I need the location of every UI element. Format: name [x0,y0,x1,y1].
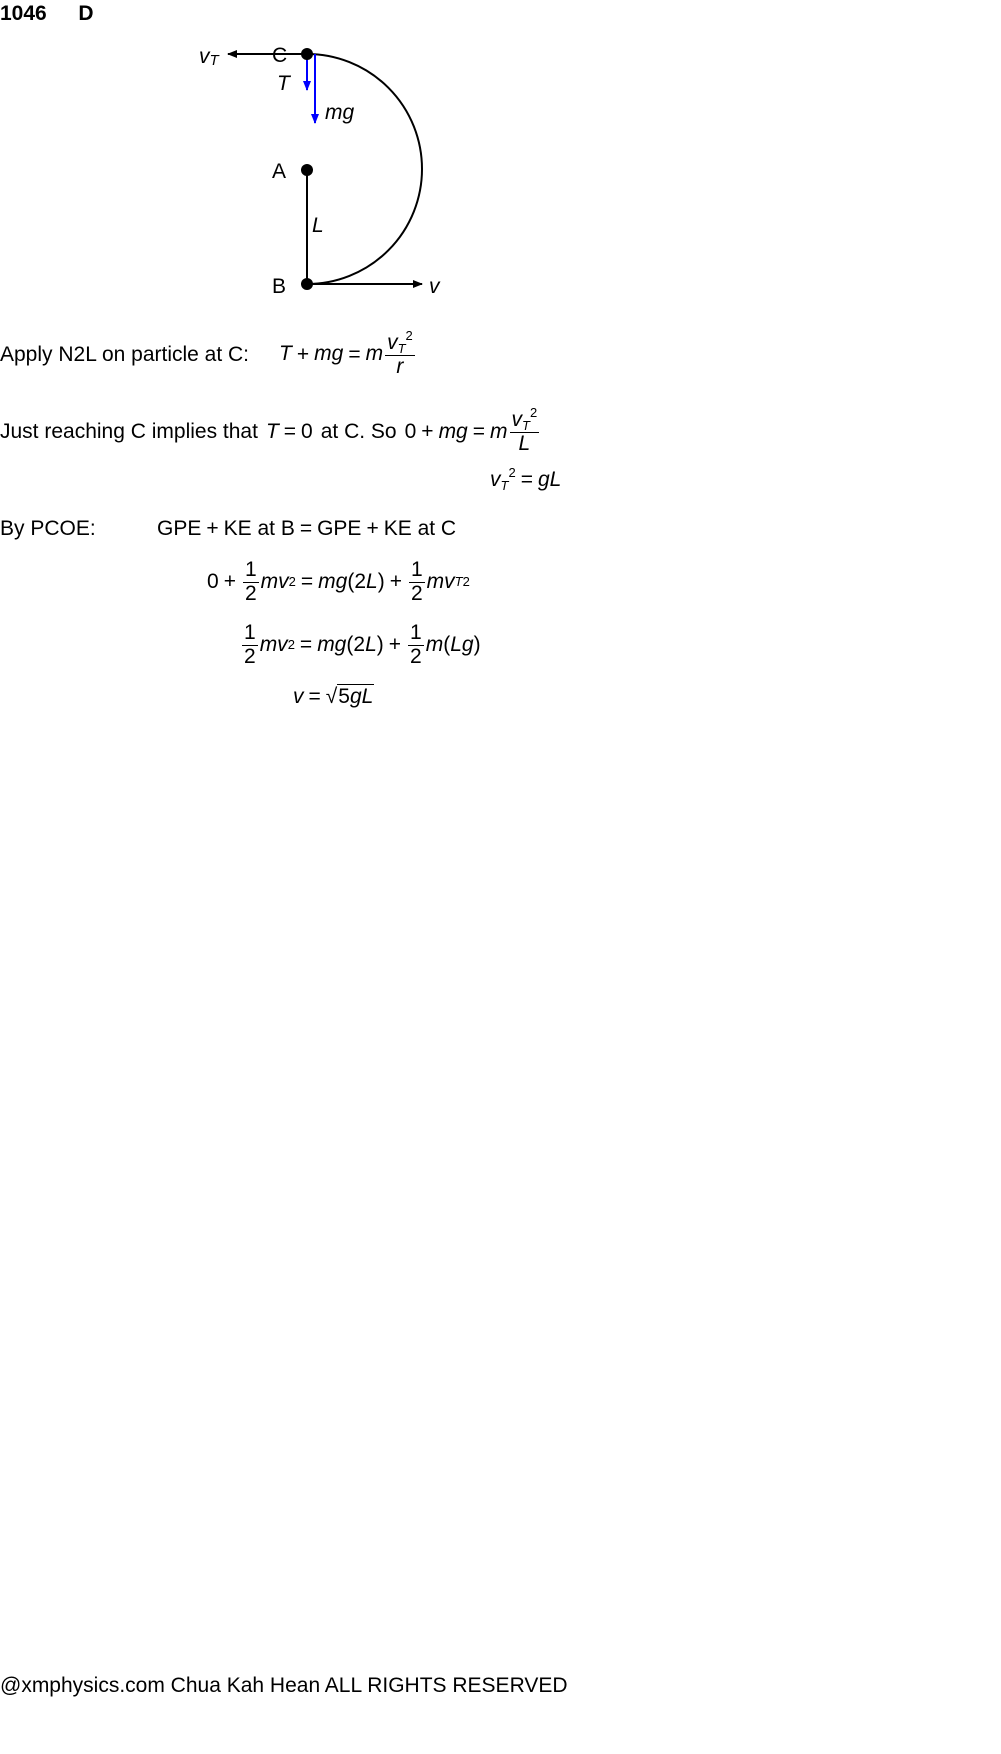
length-label: L [312,214,324,237]
energy-eq-2: $\frac{1}{2}$ mv 2 = mg (2 L ) + $\frac{1}{2}$ m ( Lg ) [244,621,481,668]
point-B-dot [301,278,313,290]
tension-label: T [277,72,290,95]
point-A-label: A [272,160,287,183]
answer-letter: D [78,2,94,25]
circular-motion-diagram [0,0,460,300]
energy-eq-1: 0 + $\frac{1}{2}$ mv 2 = mg (2 L ) + $\frac{1}{2}$ mv T 2 [207,558,470,605]
point-B-label: B [272,275,287,298]
n2l-equation: T + mg = m $\frac{v_T^2}{r}$ [279,328,413,378]
weight-label: mg [325,101,355,124]
pcoe-line [0,517,96,541]
semicircle-path [307,54,422,284]
copyright-footer: @xmphysics.com Chua Kah Hean ALL RIGHTS RESERVED [0,1674,568,1697]
vT-label: vT [199,45,219,69]
reach-text-2: at C. So [320,420,397,443]
reach-line: Just reaching C implies that T = 0 at C. So 0 + mg = m $\frac{v_T^2}{L}$ [0,405,538,455]
vT-result-line: $v_T^2$ = gL [490,465,562,493]
v-label: v [429,275,440,298]
reach-text-1: Just reaching C implies that [0,420,258,443]
final-answer: v = √5gL [293,685,374,708]
point-C-label: C [272,44,288,67]
n2l-text: Apply N2L on particle at C: [0,343,250,366]
pcoe-text: By PCOE: [0,517,96,540]
point-A-dot [301,164,313,176]
pcoe-equation: GPE + KE at B = GPE + KE at C [157,517,457,540]
n2l-line [0,325,417,385]
point-C-dot [301,48,313,60]
question-number: 1046 [0,2,47,25]
